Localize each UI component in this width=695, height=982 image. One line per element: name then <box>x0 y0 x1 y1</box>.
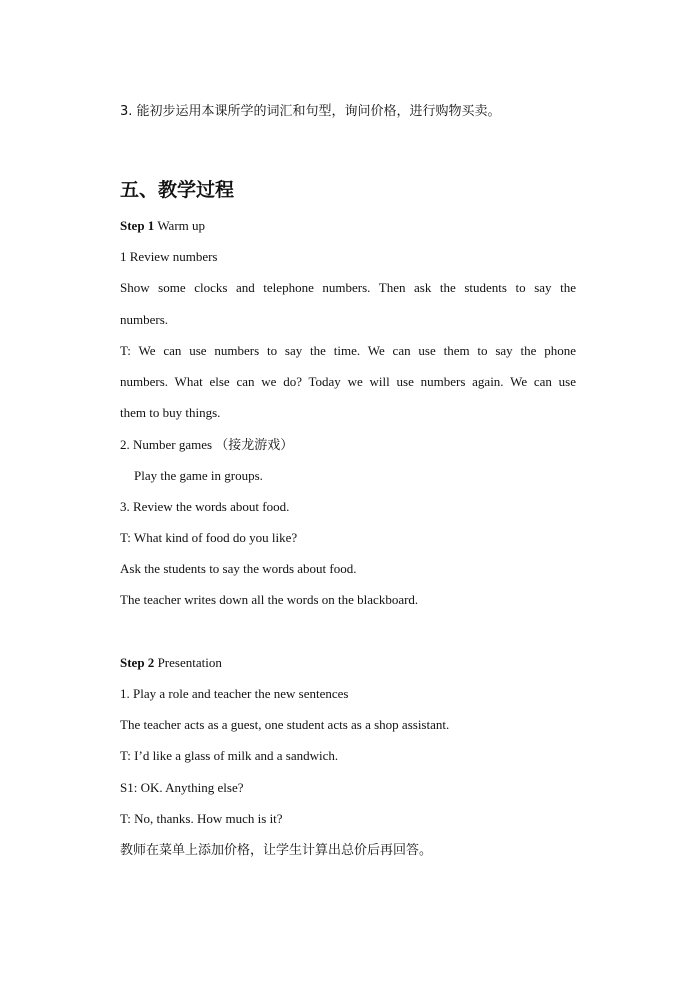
step1-item1-line2: numbers. <box>120 312 169 327</box>
step1-item3-teacher: The teacher writes down all the words on the blackboard. <box>120 592 419 607</box>
step2-label: Step 2 <box>120 655 155 670</box>
step1-item2-body: Play the game in groups. <box>134 468 263 483</box>
step2-heading <box>120 654 576 672</box>
step2-item1-line1: The teacher acts as a guest, one student acts as a shop assistant. <box>120 717 450 732</box>
step1-item3-ask: Ask the students to say the words about food. <box>120 561 357 576</box>
step2-dialog-t1: T: I’d like a glass of milk and a sandwich. <box>120 748 339 763</box>
step2-note-cn: 教师在菜单上添加价格，让学生计算出总价后再回答。 <box>120 843 433 858</box>
step2-dialog-s1: S1: OK. Anything else? <box>120 780 244 795</box>
step1-item1-title: 1 Review numbers <box>120 249 218 264</box>
step1-label: Step 1 <box>120 218 155 233</box>
step2-title: Presentation <box>154 655 222 670</box>
step1-item3-t: T: What kind of food do you like? <box>120 530 298 545</box>
objective-3: 3. 能初步运用本课所学的词汇和句型，询问价格，进行购物买卖。 <box>120 104 501 119</box>
step1-item2-title: 2. Number games （接龙游戏） <box>120 437 294 452</box>
step1-item1-line1: Show some clocks and telephone numbers. Then ask the students to say the <box>120 280 576 295</box>
step1-item1-t-line1: T: We can use numbers to say the time. We can use them to say the phone <box>120 343 576 358</box>
section-title: 五、教学过程 <box>120 179 235 201</box>
step1-item1-t-line2: numbers. What else can we do? Today we will use numbers again. We can use <box>120 374 576 389</box>
step1-item3-title: 3. Review the words about food. <box>120 499 290 514</box>
step2-item1-title: 1. Play a role and teacher the new sentences <box>120 686 349 701</box>
step1-item1-t-line3: them to buy things. <box>120 405 221 420</box>
step2-dialog-t2: T: No, thanks. How much is it? <box>120 811 283 826</box>
step1-title: Warm up <box>154 218 206 233</box>
step1-heading <box>120 217 576 235</box>
